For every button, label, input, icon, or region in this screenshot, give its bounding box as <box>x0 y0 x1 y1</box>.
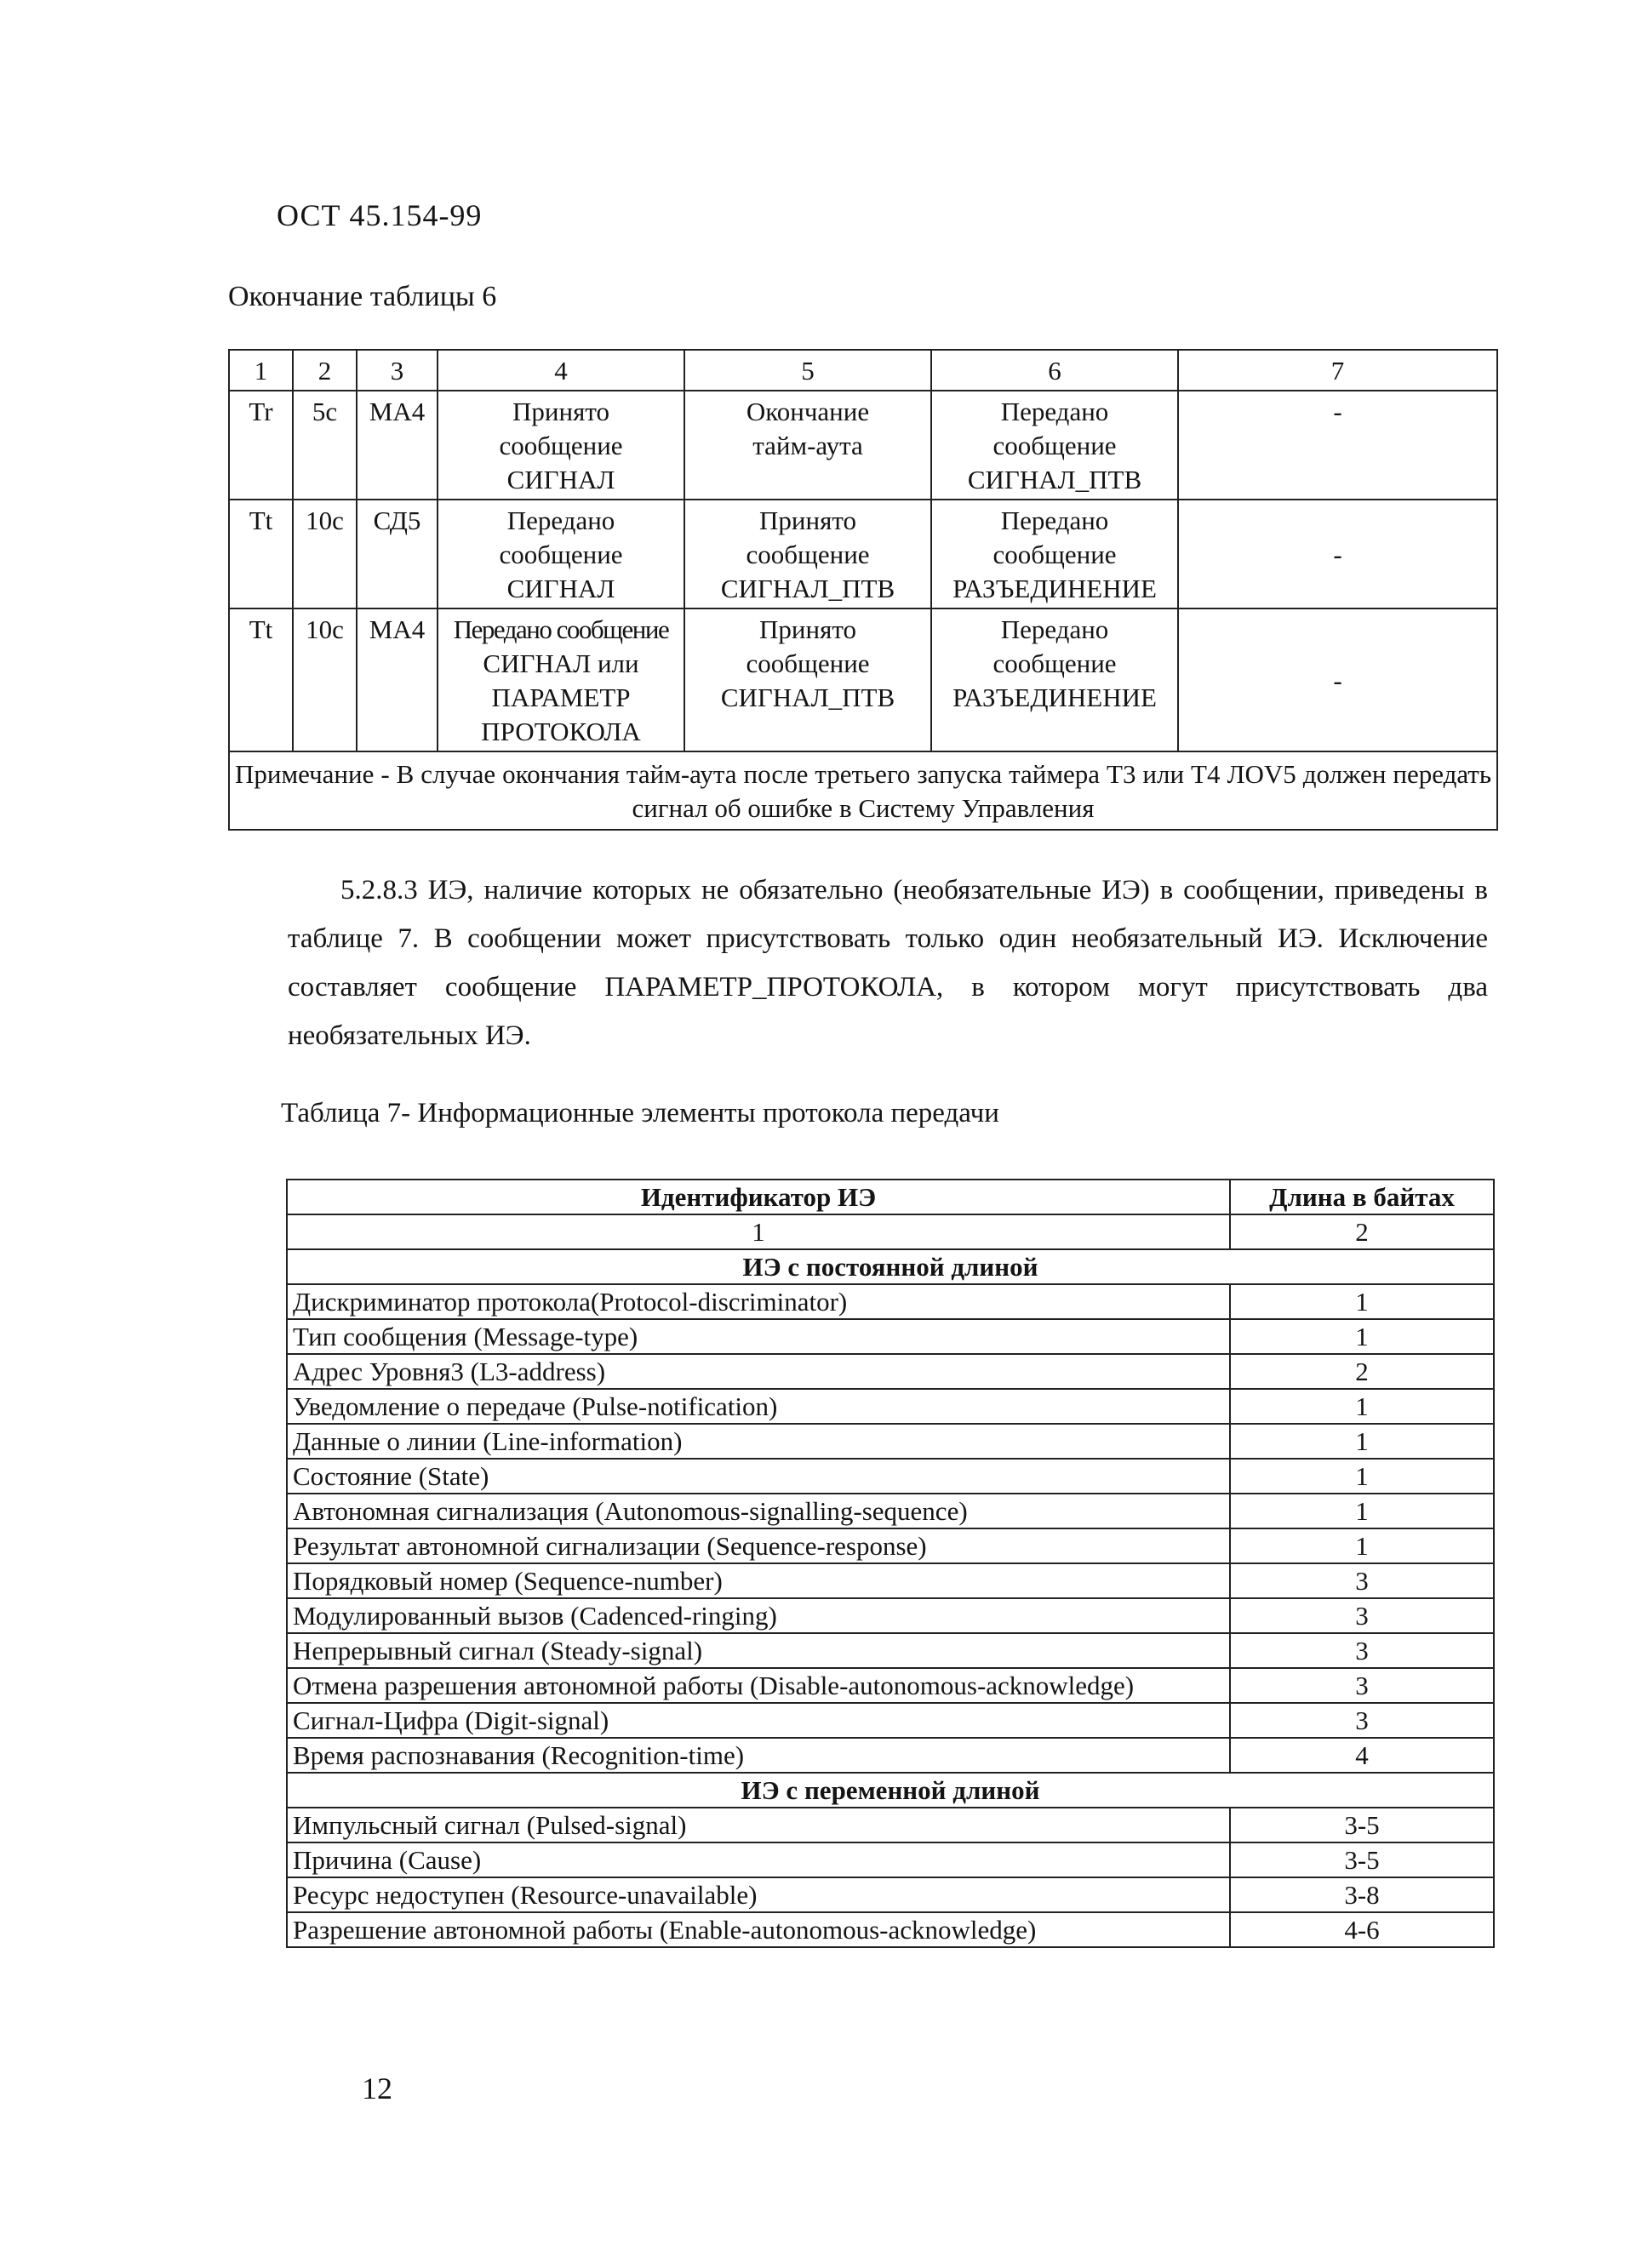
start-cause-cell <box>438 500 684 608</box>
ie-length-cell: 3-8 <box>1230 1877 1494 1912</box>
ie-length-cell: 1 <box>1230 1389 1494 1424</box>
table-row <box>287 1598 1494 1633</box>
ie-length-cell: 3 <box>1230 1703 1494 1738</box>
col-number: 7 <box>1178 350 1497 391</box>
table-6-caption: Окончание таблицы 6 <box>228 281 497 312</box>
ie-identifier-header: Идентификатор ИЭ <box>287 1180 1230 1214</box>
cell-line: сообщение <box>992 648 1117 678</box>
table-7-header-row <box>287 1180 1494 1214</box>
col-number: 3 <box>357 350 438 391</box>
cell-line: Принято <box>512 397 609 426</box>
ie-length-cell: 3-5 <box>1230 1842 1494 1877</box>
ie-name-cell: Автономная сигнализация (Autonomous-signalling-sequence) <box>287 1494 1230 1528</box>
col-number: 4 <box>438 350 684 391</box>
document-code: ОСТ 45.154-99 <box>277 198 483 232</box>
ie-length-cell: 2 <box>1230 1354 1494 1389</box>
table-row <box>287 1459 1494 1494</box>
ie-name-cell: Уведомление о передаче (Pulse-notification) <box>287 1389 1230 1424</box>
ie-name-cell: Импульсный сигнал (Pulsed-signal) <box>287 1808 1230 1842</box>
table-row <box>287 1389 1494 1424</box>
table-row <box>287 1703 1494 1738</box>
action-cell <box>931 391 1178 500</box>
timer-cell: Tt <box>229 500 293 608</box>
cell-line: СИГНАЛ_ПТВ <box>720 574 895 603</box>
ie-name-cell: Данные о линии (Line-information) <box>287 1424 1230 1459</box>
state-cell: МА4 <box>357 391 438 500</box>
cell-line: СИГНАЛ <box>506 465 615 494</box>
col7-cell: - <box>1178 608 1497 751</box>
ie-name-cell: Состояние (State) <box>287 1459 1230 1494</box>
cell-line: Передано <box>1000 506 1109 535</box>
cell-line: Принято <box>759 506 856 535</box>
duration-cell: 10c <box>293 500 357 608</box>
table-6 <box>228 349 1498 831</box>
state-cell: МА4 <box>357 608 438 751</box>
ie-name-cell: Время распознавания (Recognition-time) <box>287 1738 1230 1773</box>
section-row-fixed <box>287 1249 1494 1284</box>
table-row <box>287 1424 1494 1459</box>
table-row <box>229 608 1497 751</box>
table-row <box>287 1877 1494 1912</box>
table-7-column-numbers <box>287 1214 1494 1249</box>
cell-line: сообщение <box>746 648 870 678</box>
table-6-note: Примечание - В случае окончания тайм-аута после третьего запуска таймера Т3 или Т4 ЛОV5 должен передать сигнал об ошибке в Систему Управления <box>229 751 1497 830</box>
paragraph-text: 5.2.8.3 ИЭ, наличие которых не обязательно (необязательные ИЭ) в сообщении, приведены в таблице 7. В сообщении может присутствовать только один необязательный ИЭ. Исключение составляет сообщение ПАРАМЕТР_ПРОТОКОЛА, в котором могут присутствовать два необязательных ИЭ. <box>288 875 1488 1051</box>
table-row <box>287 1563 1494 1598</box>
table-row <box>287 1668 1494 1703</box>
table-row <box>287 1738 1494 1773</box>
ie-name-cell: Результат автономной сигнализации (Sequence-response) <box>287 1528 1230 1563</box>
ie-length-cell: 1 <box>1230 1284 1494 1319</box>
timer-cell: Tt <box>229 608 293 751</box>
ie-length-cell: 3-5 <box>1230 1808 1494 1842</box>
table-row <box>287 1319 1494 1354</box>
col7-cell: - <box>1178 500 1497 608</box>
cell-line: сообщение <box>992 431 1117 460</box>
cell-line: СИГНАЛ_ПТВ <box>967 465 1142 494</box>
section-variable-length: ИЭ с переменной длиной <box>287 1773 1494 1808</box>
action-cell <box>931 500 1178 608</box>
ie-name-cell: Отмена разрешения автономной работы (Disable-autonomous-acknowledge) <box>287 1668 1230 1703</box>
ie-name-cell: Дискриминатор протокола(Protocol-discriminator) <box>287 1284 1230 1319</box>
ie-length-cell: 1 <box>1230 1494 1494 1528</box>
col-number: 2 <box>293 350 357 391</box>
col-number: 5 <box>684 350 931 391</box>
table-7-caption: Таблица 7- Информационные элементы протокола передачи <box>281 1098 999 1128</box>
table-6-column-numbers <box>229 350 1497 391</box>
cell-line: СИГНАЛ_ПТВ <box>720 683 895 712</box>
length-header: Длина в байтах <box>1230 1180 1494 1214</box>
ie-name-cell: Ресурс недоступен (Resource-unavailable) <box>287 1877 1230 1912</box>
cell-line: сообщение <box>746 540 870 569</box>
col7-cell: - <box>1178 391 1497 500</box>
cell-line: Принято <box>759 614 856 644</box>
start-cause-cell <box>438 391 684 500</box>
col-number: 1 <box>287 1214 1230 1249</box>
table-row <box>287 1494 1494 1528</box>
cell-line: РАЗЪЕДИНЕНИЕ <box>952 574 1157 603</box>
cell-line: сообщение <box>499 431 623 460</box>
table-row <box>287 1284 1494 1319</box>
ie-length-cell: 1 <box>1230 1528 1494 1563</box>
table-row <box>287 1354 1494 1389</box>
section-fixed-length: ИЭ с постоянной длиной <box>287 1249 1494 1284</box>
paragraph-5-2-8-3 <box>288 866 1488 1060</box>
cell-line: сообщение <box>992 540 1117 569</box>
table-row <box>229 391 1497 500</box>
table-row <box>229 500 1497 608</box>
cell-line: ПАРАМЕТР <box>491 683 631 712</box>
ie-length-cell: 4 <box>1230 1738 1494 1773</box>
table-row <box>287 1912 1494 1947</box>
stop-cause-cell <box>684 391 931 500</box>
ie-name-cell: Порядковый номер (Sequence-number) <box>287 1563 1230 1598</box>
cell-line: СИГНАЛ <box>506 574 615 603</box>
ie-length-cell: 1 <box>1230 1424 1494 1459</box>
ie-name-cell: Непрерывный сигнал (Steady-signal) <box>287 1633 1230 1668</box>
action-cell <box>931 608 1178 751</box>
table-row <box>287 1633 1494 1668</box>
col-number: 1 <box>229 350 293 391</box>
page-number: 12 <box>362 2071 392 2105</box>
ie-length-cell: 3 <box>1230 1598 1494 1633</box>
ie-name-cell: Модулированный вызов (Cadenced-ringing) <box>287 1598 1230 1633</box>
cell-line: РАЗЪЕДИНЕНИЕ <box>952 683 1157 712</box>
cell-line: СИГНАЛ или <box>483 648 639 678</box>
col-number: 2 <box>1230 1214 1494 1249</box>
start-cause-cell <box>438 608 684 751</box>
ie-name-cell: Тип сообщения (Message-type) <box>287 1319 1230 1354</box>
state-cell: СД5 <box>357 500 438 608</box>
table-row <box>287 1528 1494 1563</box>
cell-line: Передано сообщение <box>453 614 669 644</box>
section-row-variable <box>287 1773 1494 1808</box>
timer-cell: Tr <box>229 391 293 500</box>
cell-line: сообщение <box>499 540 623 569</box>
ie-name-cell: Сигнал-Цифра (Digit-signal) <box>287 1703 1230 1738</box>
duration-cell: 5c <box>293 391 357 500</box>
ie-name-cell: Разрешение автономной работы (Enable-autonomous-acknowledge) <box>287 1912 1230 1947</box>
ie-length-cell: 3 <box>1230 1563 1494 1598</box>
cell-line: ПРОТОКОЛА <box>481 717 641 746</box>
table-row <box>287 1808 1494 1842</box>
ie-length-cell: 1 <box>1230 1319 1494 1354</box>
ie-length-cell: 3 <box>1230 1633 1494 1668</box>
col-number: 6 <box>931 350 1178 391</box>
stop-cause-cell <box>684 500 931 608</box>
cell-line: Окончание <box>746 397 870 426</box>
table-7 <box>286 1179 1495 1948</box>
duration-cell: 10c <box>293 608 357 751</box>
table-6-note-row <box>229 751 1497 830</box>
cell-line: Передано <box>1000 614 1109 644</box>
ie-name-cell: Адрес Уровня3 (L3-address) <box>287 1354 1230 1389</box>
ie-length-cell: 3 <box>1230 1668 1494 1703</box>
ie-name-cell: Причина (Cause) <box>287 1842 1230 1877</box>
cell-line: тайм-аута <box>752 431 863 460</box>
cell-line: Передано <box>1000 397 1109 426</box>
stop-cause-cell <box>684 608 931 751</box>
cell-line: Передано <box>506 506 615 535</box>
ie-length-cell: 1 <box>1230 1459 1494 1494</box>
ie-length-cell: 4-6 <box>1230 1912 1494 1947</box>
table-row <box>287 1842 1494 1877</box>
